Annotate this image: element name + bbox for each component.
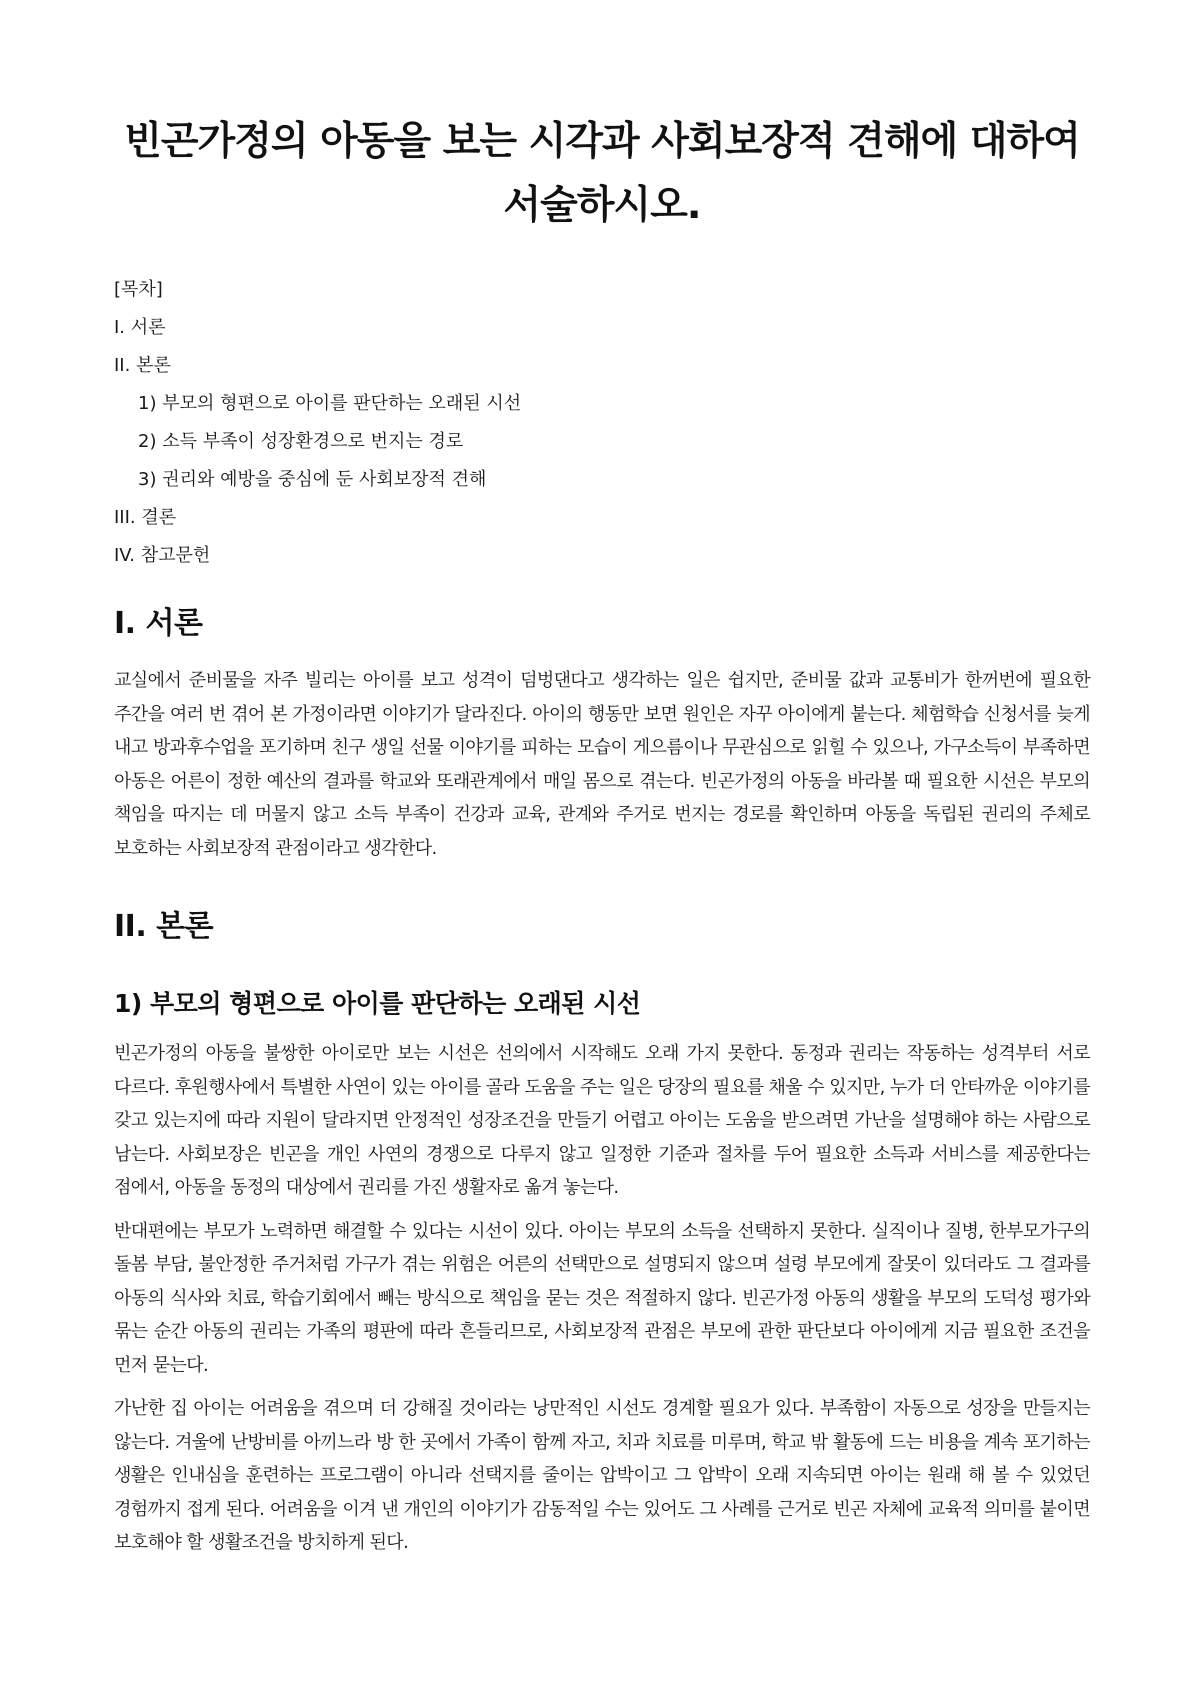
intro-paragraph: 교실에서 준비물을 자주 빌리는 아이를 보고 성격이 덤벙댄다고 생각하는 일은 쉽지만, 준비물 값과 교통비가 한꺼번에 필요한 주간을 여러 번 겪어 본 가정이라면 이야기가 달라진다. 아이의 행동만 보면 원인은 자꾸 아이에게 붙는다. 체험학습 신청서를 늦게 내고 방과후수업을 포기하며 친구 생일 선물 이야기를 피하는 모습이 게으름이나 무관심으로 읽힐 수 있으나, 가구소득이 부족하면 아동은 어른이 정한 예산의 결과를 학교와 또래관계에서 매일 몸으로 겪는다. 빈곤가정의 아동을 바라볼 때 필요한 시선은 부모의 책임을 따지는 데 머물지 않고 소득 부족이 건강과 교육, 관계와 주거로 번지는 경로를 확인하며 아동을 독립된 권리의 주체로 보호하는 사회보장적 관점이라고 생각한다. <box>114 670 1090 859</box>
toc-subitem: 1) 부모의 형편으로 아이를 판단하는 오래된 시선 <box>138 393 522 414</box>
table-of-contents <box>114 278 1090 568</box>
body-paragraph: 빈곤가정의 아동을 불쌍한 아이로만 보는 시선은 선의에서 시작해도 오래 가지 못한다. 동정과 권리는 작동하는 성격부터 서로 다르다. 후원행사에서 특별한 사연이 있는 아이를 골라 도움을 주는 일은 당장의 필요를 채울 수 있지만, 누가 더 안타까운 이야기를 갖고 있는지에 따라 지원이 달라지면 안정적인 성장조건을 만들기 어렵고 아이는 도움을 받으려면 가난을 설명해야 하는 사람으로 남는다. 사회보장은 빈곤을 개인 사연의 경쟁으로 다루지 않고 일정한 기준과 절차를 두어 필요한 소득과 서비스를 제공한다는 점에서, 아동을 동정의 대상에서 권리를 가진 생활자로 옮겨 놓는다. <box>114 1043 1090 1198</box>
toc-subitem: 2) 소득 부족이 성장환경으로 번지는 경로 <box>138 431 464 452</box>
document-title: 빈곤가정의 아동을 보는 시각과 사회보장적 견해에 대하여 서술하시오. <box>124 119 1080 228</box>
intro-heading: I. 서론 <box>114 606 203 641</box>
toc-subitem: 3) 권리와 예방을 중심에 둔 사회보장적 견해 <box>138 469 487 490</box>
subsection-spacer <box>114 967 1090 987</box>
toc-heading: [목차] <box>114 279 163 300</box>
subsection-heading: 1) 부모의 형편으로 아이를 판단하는 오래된 시선 <box>114 989 641 1018</box>
toc-item: II. 본론 <box>114 355 171 376</box>
toc-item: I. 서론 <box>114 317 166 338</box>
section-spacer <box>114 875 1090 907</box>
body-paragraph: 반대편에는 부모가 노력하면 해결할 수 있다는 시선이 있다. 아이는 부모의 소득을 선택하지 못한다. 실직이나 질병, 한부모가구의 돌봄 부담, 불안정한 주거처럼 가구가 겪는 위험은 어른의 선택만으로 설명되지 않으며 설령 부모에게 잘못이 있더라도 그 결과를 아동의 식사와 치료, 학습기회에서 빼는 방식으로 책임을 묻는 것은 적절하지 않다. 빈곤가정 아동의 생활을 부모의 도덕성 평가와 묶는 순간 아동의 권리는 가족의 평판에 따라 흔들리므로, 사회보장적 관점은 부모에 관한 판단보다 아이에게 지금 필요한 조건을 먼저 묻는다. <box>114 1220 1090 1376</box>
toc-item: IV. 참고문헌 <box>114 545 211 566</box>
toc-item: III. 결론 <box>114 507 177 528</box>
body-heading: II. 본론 <box>114 909 214 944</box>
body-paragraph: 가난한 집 아이는 어려움을 겪으며 더 강해질 것이라는 낭만적인 시선도 경계할 필요가 있다. 부족함이 자동으로 성장을 만들지는 않는다. 겨울에 난방비를 아끼느라 방 한 곳에서 가족이 함께 자고, 치과 치료를 미루며, 학교 밖 활동에 드는 비용을 계속 포기하는 생활은 인내심을 훈련하는 프로그램이 아니라 선택지를 줄이는 압박이고 그 압박이 오래 지속되면 아이는 원래 해 볼 수 있었던 경험까지 접게 된다. 어려움을 이겨 낸 개인의 이야기가 감동적일 수는 있어도 그 사례를 근거로 빈곤 자체에 교육적 의미를 붙이면 보호해야 할 생활조건을 방치하게 된다. <box>114 1398 1090 1553</box>
